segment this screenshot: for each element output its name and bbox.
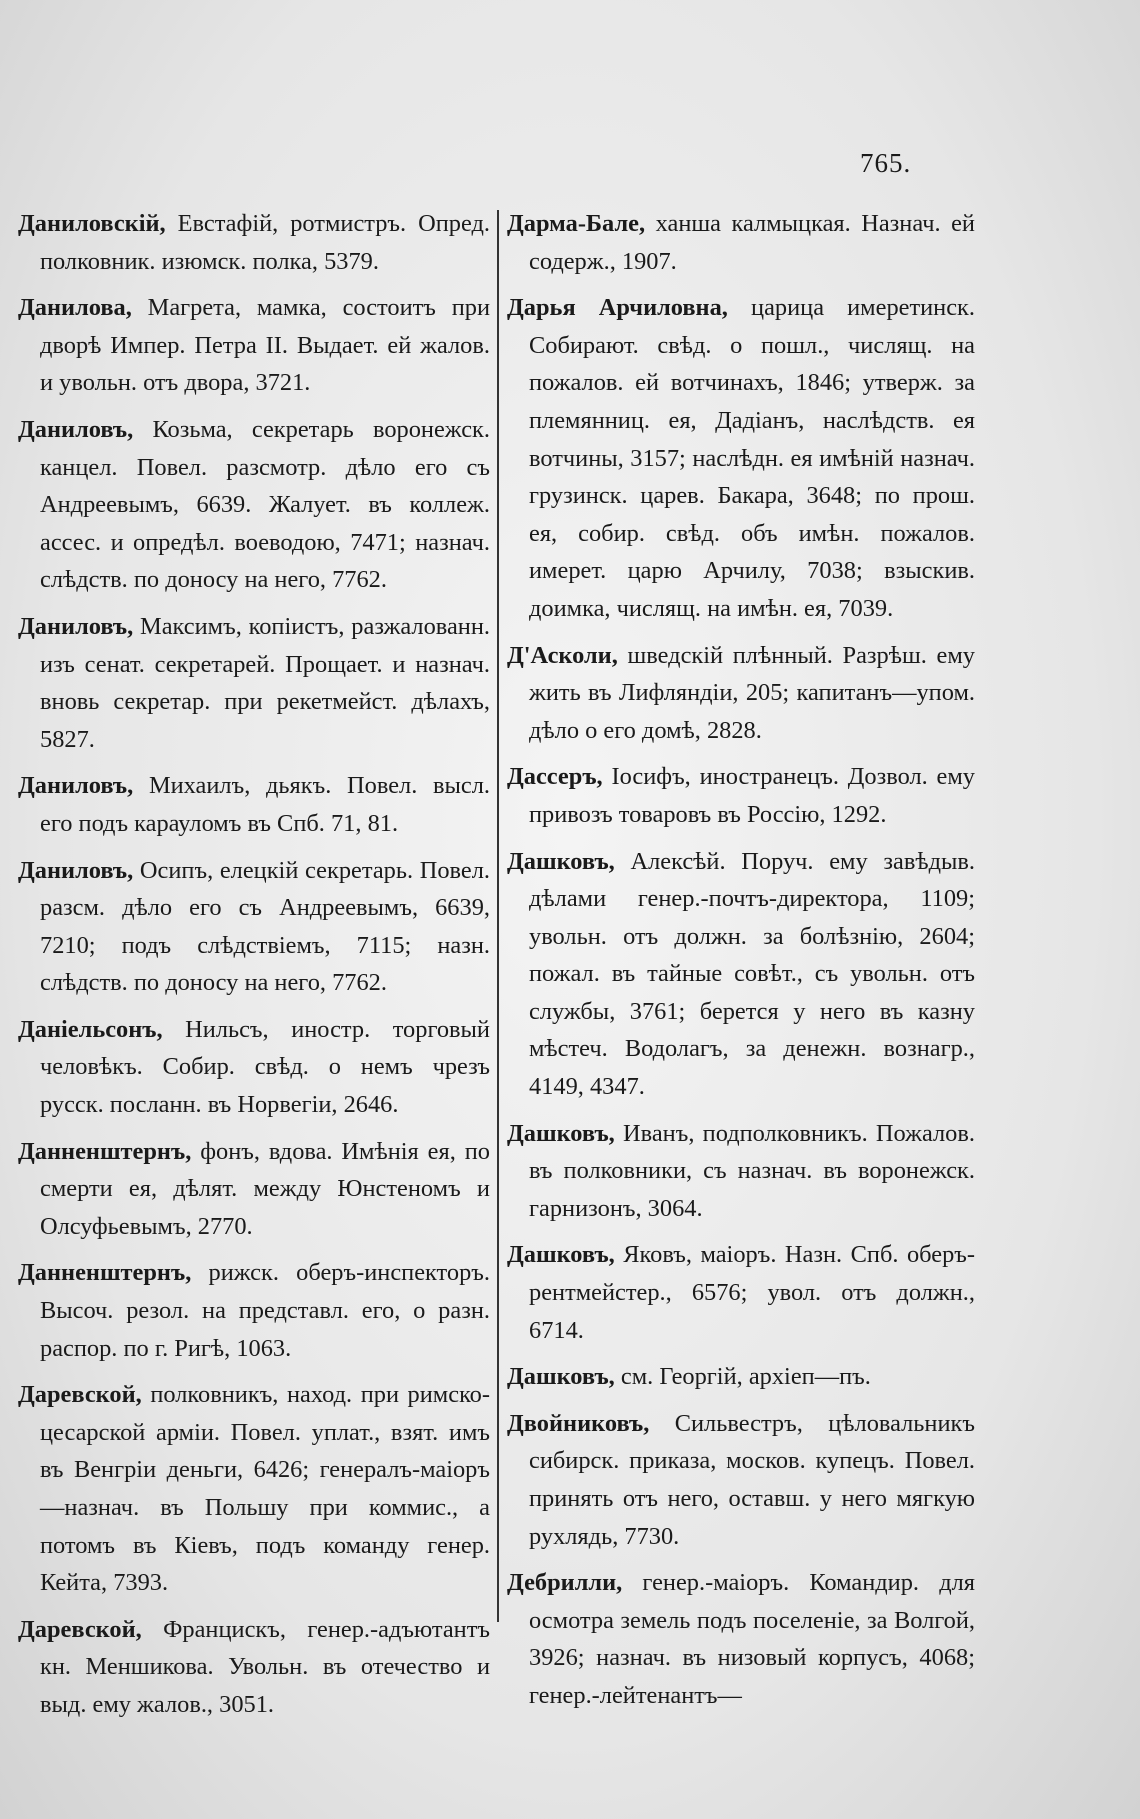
index-entry bbox=[507, 1236, 975, 1349]
entry-headword: Дашковъ, bbox=[507, 1119, 615, 1147]
entry-headword: Даниловъ, bbox=[18, 415, 134, 443]
entry-text: Евстафій, ротмистръ. Опред. полковник. изюмск. полка, 5379. bbox=[40, 210, 490, 275]
index-entry bbox=[18, 852, 490, 1002]
entry-text: Яковъ, маіоръ. Назн. Спб. оберъ-рентмейстер., 6576; увол. отъ должн., 6714. bbox=[529, 1241, 975, 1344]
index-entry bbox=[507, 1405, 975, 1555]
entry-headword: Даревской, bbox=[18, 1381, 142, 1409]
index-entry bbox=[18, 205, 490, 280]
left-column bbox=[18, 205, 490, 1733]
entry-text: ханша калмыцкая. Назнач. ей содерж., 1907. bbox=[529, 210, 975, 275]
entry-text: Козьма, секретарь воронежск. канцел. Повел. разсмотр. дѣло его съ Андреевымъ, 6639. Жалует. въ коллеж. ассес. и опредѣл. воеводою, 7471; назнач. слѣдств. по доносу на него, 7762. bbox=[40, 415, 490, 594]
index-entry bbox=[507, 637, 975, 750]
entry-text: Максимъ, копіистъ, разжалованн. изъ сенат. секретарей. Прощает. и назнач. вновь секретар. при рекетмейст. дѣлахъ, 5827. bbox=[40, 612, 490, 753]
entry-text: царица имеретинск. Собирают. свѣд. о пошл., числящ. на пожалов. ей вотчинахъ, 1846; утверж. за племянниц. ея, Дадіанъ, наслѣдств. ея вотчины, 3157; наслѣдн. ея имѣній назнач. грузинск. царев. Бакара, 3648; по прош. ея, собир. свѣд. объ имѣн. пожалов. имерет. царю Арчилу, 7038; взыскив. доимка, числящ. на имѣн. ея, 7039. bbox=[529, 294, 976, 622]
entry-headword: Данненштернъ, bbox=[18, 1259, 192, 1287]
index-entry bbox=[18, 1011, 490, 1124]
entry-text: см. Георгій, архіеп—пъ. bbox=[614, 1363, 871, 1391]
entry-text: полковникъ, наход. при римско-цесарской арміи. Повел. уплат., взят. имъ въ Венгріи деньги, 6426; генералъ-маіоръ—назнач. въ Польшу при коммис., а потомъ въ Кіевъ, подъ команду генер. Кейта, 7393. bbox=[40, 1381, 490, 1597]
index-entry bbox=[507, 1564, 975, 1714]
column-divider bbox=[497, 210, 499, 1622]
entry-headword: Данненштернъ, bbox=[18, 1137, 192, 1165]
entry-text: Іосифъ, иностранецъ. Дозвол. ему привозъ товаровъ въ Россію, 1292. bbox=[529, 763, 975, 828]
entry-headword: Двойниковъ, bbox=[507, 1409, 650, 1437]
entry-headword: Дарья Арчиловна, bbox=[507, 294, 728, 322]
entry-headword: Дассеръ, bbox=[507, 763, 603, 791]
index-entry bbox=[18, 1611, 490, 1724]
index-entry bbox=[507, 1358, 975, 1396]
entry-headword: Данилова, bbox=[18, 294, 132, 322]
entry-text: Михаилъ, дьякъ. Повел. высл. его подъ карауломъ въ Спб. 71, 81. bbox=[40, 772, 490, 837]
index-entry bbox=[18, 1133, 490, 1246]
entry-text: Францискъ, генер.-адъютантъ кн. Меншикова. Увольн. въ отечество и выд. ему жалов., 3051. bbox=[40, 1615, 490, 1718]
index-entry bbox=[507, 758, 975, 833]
entry-text: Нильсъ, иностр. торговый человѣкъ. Собир. свѣд. о немъ чрезъ русск. посланн. въ Норвегіи, 2646. bbox=[40, 1015, 490, 1119]
index-entry bbox=[18, 1254, 490, 1367]
entry-text: Осипъ, елецкій секретарь. Повел. разсм. дѣло его съ Андреевымъ, 6639, 7210; подъ слѣдствіемъ, 7115; назн. слѣдств. по доносу на него, 7762. bbox=[40, 856, 490, 997]
entry-text: рижск. оберъ-инспекторъ. Высоч. резол. на представл. его, о разн. распор. по г. Ригѣ, 1063. bbox=[40, 1259, 490, 1362]
index-entry bbox=[18, 608, 490, 758]
index-entry bbox=[507, 289, 975, 627]
index-entry bbox=[507, 843, 975, 1106]
entry-headword: Дашковъ, bbox=[507, 1241, 615, 1269]
entry-headword: Дебрилли, bbox=[507, 1569, 623, 1597]
entry-text: генер.-маіоръ. Командир. для осмотра земель подъ поселеніе, за Волгой, 3926; назнач. въ низовый корпусъ, 4068; генер.-лейтенантъ— bbox=[529, 1569, 975, 1709]
entry-headword: Дарма-Бале, bbox=[507, 210, 646, 237]
entry-headword: Дашковъ, bbox=[507, 1363, 615, 1391]
index-entry bbox=[18, 1376, 490, 1602]
entry-text: шведскій плѣнный. Разрѣш. ему жить въ Лифляндіи, 205; капитанъ—упом. дѣло о его домѣ, 2828. bbox=[529, 641, 975, 744]
index-entry bbox=[507, 205, 975, 280]
right-column bbox=[507, 205, 975, 1724]
entry-headword: Даниловъ, bbox=[18, 772, 134, 800]
index-entry bbox=[18, 289, 490, 402]
entry-headword: Дашковъ, bbox=[507, 847, 615, 875]
entry-text: Магрета, мамка, состоитъ при дворѣ Импер. Петра II. Выдает. ей жалов. и увольн. отъ двора, 3721. bbox=[40, 294, 490, 397]
entry-headword: Даниловъ, bbox=[18, 856, 134, 884]
entry-headword: Даниловскій, bbox=[18, 210, 166, 237]
page-number: 765. bbox=[860, 148, 912, 178]
entry-headword: Даніельсонъ, bbox=[18, 1015, 163, 1043]
entry-text: фонъ, вдова. Имѣнія ея, по смерти ея, дѣлят. между Юнстеномъ и Олсуфьевымъ, 2770. bbox=[40, 1137, 490, 1240]
index-entry bbox=[507, 1115, 975, 1228]
entry-text: Алексѣй. Поруч. ему завѣдыв. дѣлами генер.-почтъ-директора, 1109; увольн. отъ должн. за болѣзнію, 2604; пожал. въ тайные совѣт., съ увольн. отъ службы, 3761; берется у него въ казну мѣстеч. Водолагъ, за денежн. вознагр., 4149, 4347. bbox=[529, 847, 975, 1101]
entry-headword: Даревской, bbox=[18, 1615, 142, 1643]
index-entry bbox=[18, 411, 490, 599]
entry-text: Иванъ, подполковникъ. Пожалов. въ полковники, съ назнач. въ воронежск. гарнизонъ, 3064. bbox=[529, 1119, 975, 1222]
entry-headword: Даниловъ, bbox=[18, 612, 134, 640]
entry-text: Сильвестръ, цѣловальникъ сибирск. приказа, москов. купецъ. Повел. принять отъ него, оставш. у него мягкую рухлядь, 7730. bbox=[529, 1409, 975, 1550]
index-entry bbox=[18, 767, 490, 842]
entry-headword: Д'Асколи, bbox=[507, 641, 618, 669]
